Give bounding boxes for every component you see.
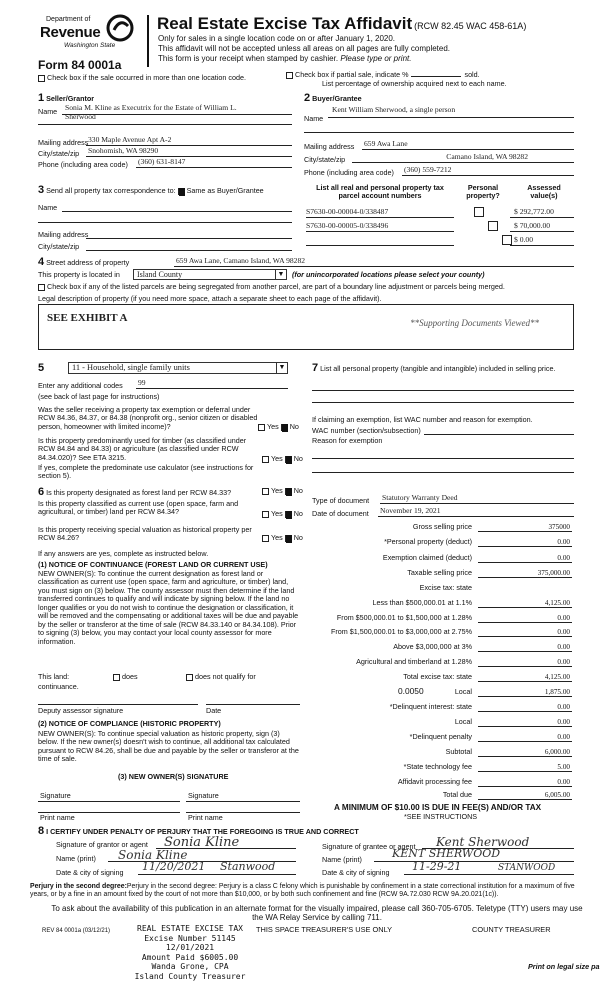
doc-type[interactable]: Statutory Warranty Deed — [380, 494, 574, 504]
tax-row — [312, 688, 572, 698]
tax-row — [312, 718, 572, 728]
assessed-2[interactable]: $ 70,000.00 — [510, 222, 574, 232]
docs-viewed: **Supporting Documents Viewed** — [410, 318, 539, 328]
personal-box-1[interactable] — [474, 207, 484, 217]
land-use-value: 11 - Household, single family units — [72, 363, 190, 372]
parcel-1[interactable]: S7630-00-00004-0/338487 — [306, 208, 454, 218]
doc-date-lbl: Date of document — [312, 509, 369, 518]
s7-wac: If claiming an exemption, list WAC number and reason for exemption. — [312, 415, 533, 424]
grantee-sig-lbl: Signature of grantee or agent — [322, 842, 416, 851]
county-dropdown-icon[interactable]: ▼ — [275, 270, 286, 279]
tax-row-label: Exemption claimed (deduct) — [382, 553, 472, 562]
stamp-line-4: Amount Paid $6005.00 — [141, 952, 239, 962]
s6-does — [113, 673, 138, 681]
stamp-line-2: Excise Number 51145 — [144, 933, 236, 943]
tax-row-value[interactable]: 4,125.00 — [478, 599, 572, 608]
partial-sale-box[interactable] — [286, 72, 293, 79]
s7-reason-line1[interactable] — [312, 458, 574, 459]
s6-q1-yn — [262, 487, 303, 495]
tax-row-value[interactable]: 0.00 — [478, 554, 572, 563]
partial-sale-label: Check box if partial sale, indicate % — [295, 70, 409, 79]
tax-row — [312, 584, 572, 594]
tax-row — [312, 538, 572, 548]
s3-name-lbl: Name — [38, 203, 58, 212]
s5-num: 5 — [38, 362, 45, 374]
see-back: (see back of last page for instructions) — [38, 392, 160, 401]
parcel-header: List all real and personal property tax parcel account numbers — [316, 183, 444, 201]
s3-city-lbl: City/state/zip — [38, 242, 80, 251]
tax-row-label: Subtotal — [445, 747, 472, 756]
tax-row-label: *Personal property (deduct) — [384, 537, 472, 546]
s6-notq — [186, 673, 256, 681]
s6-c3t: (3) NEW OWNER(S) SIGNATURE — [118, 772, 229, 781]
treasurer-stamp — [124, 924, 256, 982]
tax-row — [312, 658, 572, 668]
perjury-text: Perjury in the second degree: Perjury is a class C felony which is punishable by confinement in a state correctional institution for a maximum of five years, or by a fine in an amount fixed by the court of not more than $10,000, or by both such confinement and fine (RCW 9A.72.030 RCW 9A.20.021(1c)). — [30, 883, 575, 899]
s2-city[interactable]: Camano Island, WA 98282 — [352, 153, 574, 163]
rev-number: REV 84 0001a (03/12/21) — [42, 928, 111, 934]
tax-row-label: From $500,000.01 to $1,500,000 at 1.28% — [336, 613, 472, 622]
s6-land: This land: — [38, 672, 70, 681]
deputy-date-line[interactable] — [206, 704, 300, 705]
doc-type-lbl: Type of document — [312, 496, 370, 505]
tax-row-value[interactable]: 375,000.00 — [478, 569, 572, 578]
deputy-sig-line[interactable] — [38, 704, 198, 705]
print-legal: Print on legal size pa — [528, 962, 600, 971]
grantee-name-lbl: Name (print) — [322, 855, 362, 864]
s4-num: 4 — [38, 256, 45, 268]
tax-row-value[interactable]: 375000 — [478, 523, 572, 532]
s7-line1[interactable] — [312, 390, 574, 391]
form-title — [157, 14, 526, 34]
tax-row — [312, 643, 572, 653]
header-line3-b: Please type or print. — [340, 54, 412, 63]
s6-c1: NEW OWNER(S): To continue the current designation as forest land or classification as current use (open space, farm and agriculture, or timber) land, you must sign on (3) below. The county assessor must then determine if the land transferred continues to qualify and will indicate by signing below. If the land no longer qualifies or you do not wish to continue the designation or classification, it will be removed and the compensating or additional taxes will be due and payable by the seller or transferor at the time of sale (RCW 84.33.140 or 84.34.108). Prior to signing (3) below, you may contact your local county assessor for more information. — [38, 569, 299, 646]
dept-of: Department of — [46, 16, 91, 23]
s5-q1-no-box[interactable] — [281, 424, 288, 431]
tax-row-label: *Delinquent interest: state — [389, 702, 472, 711]
property-address[interactable]: 659 Awa Lane, Camano Island, WA 98282 — [174, 257, 574, 267]
s5-q2-yes-box[interactable] — [262, 456, 269, 463]
tax-row-label: *Delinquent penalty — [409, 732, 472, 741]
tax-row-value[interactable]: 0.00 — [478, 703, 572, 712]
stamp-line-3: 12/01/2021 — [165, 943, 215, 953]
s6-q1-no-box[interactable] — [285, 488, 292, 495]
grantee-date-lbl: Date & city of signing — [322, 868, 390, 877]
parcel-2[interactable]: S7630-00-00005-0/338496 — [306, 222, 454, 232]
header-divider — [147, 15, 149, 67]
header-line3-a: This form is your receipt when stamped by cashier. — [158, 54, 339, 63]
s2-name[interactable]: Kent William Sherwood, a single person — [328, 106, 574, 118]
tax-row — [312, 554, 572, 564]
s6-q3-yes-box[interactable] — [262, 535, 269, 542]
sig-line-1[interactable] — [38, 801, 180, 802]
tax-row-value[interactable]: 6,000.00 — [478, 748, 572, 757]
additional-codes[interactable]: 99 — [136, 379, 288, 389]
tax-row — [312, 599, 572, 609]
s7-num: 7 — [312, 362, 319, 374]
s1-name[interactable]: Sonia M. Kline as Executrix for the Estate of William L. — [65, 103, 237, 112]
s6-q3-yn — [262, 534, 303, 542]
legal-desc-box[interactable] — [38, 304, 574, 350]
s7-line2[interactable] — [312, 402, 574, 403]
s3-mail-lbl: Mailing address — [38, 230, 89, 239]
grantor-sig-lbl: Signature of grantor or agent — [56, 840, 148, 849]
minimum-due: A MINIMUM OF $10.00 IS DUE IN FEE(S) AND/OR TAX — [334, 803, 542, 812]
tax-row-label: Taxable selling price — [407, 568, 472, 577]
personal-box-2[interactable] — [488, 221, 498, 231]
tax-row-label: Total excise tax: state — [403, 672, 472, 681]
tax-row-label: Less than $500,000.01 at 1.1% — [372, 598, 472, 607]
s7-reason: Reason for exemption — [312, 436, 383, 445]
tax-row-label: Total due — [442, 790, 472, 799]
grantee-date-line[interactable] — [404, 861, 574, 875]
doc-date[interactable]: November 19, 2021 — [378, 507, 574, 517]
s5-q1-yn — [258, 423, 299, 431]
s1-name-line — [62, 114, 292, 115]
tax-row — [312, 523, 572, 533]
tax-row-value[interactable]: 0.00 — [478, 538, 572, 547]
section2-title — [304, 92, 362, 105]
grantor-date: 11/20/2021 — [142, 860, 206, 873]
grantor-date-lbl: Date & city of signing — [56, 868, 124, 877]
form-cite: (RCW 82.45 WAC 458-61A) — [414, 21, 527, 31]
does-label: does — [122, 672, 138, 681]
tax-row-value[interactable]: 5.00 — [478, 763, 572, 772]
s5-q2-no-box[interactable] — [285, 456, 292, 463]
s6-q1: Is this property designated as forest land per RCW 84.33? — [46, 488, 232, 497]
s6-q1-no: No — [293, 486, 303, 495]
tax-row — [312, 703, 572, 713]
s2-mail[interactable]: 659 Awa Lane — [362, 140, 574, 150]
multi-location-label: Check box if the sale occurred in more than one location code. — [47, 73, 246, 82]
pct-note: List percentage of ownership acquired next to each name. — [322, 79, 507, 88]
s6-cont: continuance. — [38, 682, 79, 691]
county-treasurer: COUNTY TREASURER — [472, 925, 551, 934]
s7-wacn: WAC number (section/subsection) — [312, 426, 421, 435]
tax-row-label: Above $3,000,000 at 3% — [393, 642, 472, 651]
tax-row — [312, 778, 572, 788]
s1-city[interactable]: Snohomish, WA 98290 — [86, 147, 292, 157]
s3-num: 3 — [38, 184, 45, 196]
s6-q1-yes-box[interactable] — [262, 488, 269, 495]
grantee-name[interactable]: KENT SHERWOOD — [374, 848, 574, 862]
s8-num: 8 — [38, 825, 45, 837]
tax-row-label: Gross selling price — [412, 522, 472, 531]
s6-c1t: (1) NOTICE OF CONTINUANCE (FOREST LAND OR CURRENT USE) — [38, 560, 268, 569]
s5-q2-yes: Yes — [271, 454, 283, 463]
s6-if: If any answers are yes, complete as instructed below. — [38, 549, 209, 558]
s5-q2: Is this property predominantly used for timber (as classified under RCW 84.84 and 84.33) or agriculture (as classified under RCW 84.34.020)? See ETA 3215. — [38, 436, 247, 462]
grantor-name-lbl: Name (print) — [56, 854, 96, 863]
tax-row — [312, 614, 572, 624]
s6-q2-no-box[interactable] — [285, 511, 292, 518]
grantor-city: Stanwood — [220, 860, 276, 873]
tax-row-value[interactable]: 6,005.00 — [478, 791, 572, 800]
form-number: Form 84 0001a — [38, 58, 122, 72]
s5-q2-no: No — [293, 454, 303, 463]
s4-loc-note: (for unincorporated locations please select your county) — [292, 270, 485, 279]
s1-city-lbl: City/state/zip — [38, 149, 80, 158]
form-title-text: Real Estate Excise Tax Affidavit — [157, 14, 413, 33]
alt-format: To ask about the availability of this publication in an alternate format for the visually impaired, please call 360-705-6705. Teletype (TTY) users may use the WA Relay Service by calling 711. — [51, 904, 583, 923]
perjury-bold: Perjury in the second degree: — [30, 883, 127, 890]
multi-location-check[interactable] — [38, 74, 246, 82]
deputy-date-lbl: Date — [206, 706, 222, 715]
sig-lbl-1: Signature — [40, 791, 71, 800]
s1-mail-lbl: Mailing address — [38, 138, 89, 147]
s1-num: 1 — [38, 92, 45, 104]
county-select[interactable] — [133, 269, 287, 280]
s3-text: Send all property tax correspondence to: — [46, 186, 176, 195]
assessed-3[interactable]: $ 0.00 — [510, 236, 574, 246]
s3-mail-line — [86, 238, 292, 239]
multi-location-box[interactable] — [38, 75, 45, 82]
tax-row — [312, 733, 572, 743]
s6-q2: Is this property classified as current use (open space, farm and agricultural, or timber) land per RCW 84.34? — [38, 499, 239, 517]
treasurer-space: THIS SPACE TREASURER'S USE ONLY — [256, 925, 393, 934]
parcel-3[interactable] — [306, 236, 454, 246]
partial-pct-field[interactable] — [411, 70, 461, 77]
same-as-buyer-label: Same as Buyer/Grantee — [186, 186, 264, 195]
s5-q1-yes-box[interactable] — [258, 424, 265, 431]
s7-reason-line2[interactable] — [312, 472, 574, 473]
tax-row-label: Local — [454, 687, 472, 696]
s6-q3: Is this property receiving special valuation as historical property per RCW 84.26? — [38, 525, 252, 543]
dor-logo — [40, 12, 140, 56]
s5-q1: Was the seller receiving a property tax exemption or deferral under RCW 84.36, 84.37, or 84.38 (nonprofit org., senior citizen or disabled person, homeowner with limited income)? — [38, 405, 258, 431]
grantee-date: 11-29-21 — [412, 860, 462, 873]
tax-row-label: Affidavit processing fee — [397, 777, 472, 786]
s2-mail-lbl: Mailing address — [304, 142, 355, 151]
s5-q1-yes: Yes — [267, 422, 279, 431]
tax-row-value[interactable]: 1,875.00 — [478, 688, 572, 697]
stamp-line-1: REAL ESTATE EXCISE TAX — [137, 924, 243, 933]
s6-c2: NEW OWNER(S): To continue special valuation as historic property, sign (3) below. If the new owner(s) doesn't wish to continue, all additional tax calculated pursuant to RCW 84.26, shall be due and payable by the seller or transferor at the time of sale. — [38, 729, 299, 764]
s1-phone-lbl: Phone (including area code) — [38, 160, 128, 169]
header-line2: This affidavit will not be accepted unless all areas on all pages are fully completed. — [158, 44, 451, 53]
s1-name-line2 — [38, 124, 292, 125]
tax-row-value[interactable]: 0.00 — [478, 614, 572, 623]
s2-phone[interactable]: (360) 559-7212 — [402, 166, 574, 176]
tax-row — [312, 763, 572, 773]
s1-name2[interactable]: Sherwood — [65, 112, 96, 121]
s2-phone-lbl: Phone (including area code) — [304, 168, 394, 177]
section3-title — [38, 184, 264, 197]
s3-name-line — [62, 211, 292, 212]
exhibit-a: SEE EXHIBIT A — [47, 312, 128, 324]
does-box[interactable] — [113, 674, 120, 681]
tax-row — [312, 791, 572, 801]
tax-row-value[interactable]: 0.00 — [478, 718, 572, 727]
grantor-name[interactable]: Sonia Kline — [108, 848, 296, 862]
print-lbl-2: Print name — [188, 813, 223, 822]
grantee-city: STANWOOD — [498, 863, 556, 873]
s5-q1-no: No — [289, 422, 299, 431]
header-line3 — [158, 54, 411, 63]
s5-q2-yn — [262, 455, 303, 463]
deputy-lbl: Deputy assessor signature — [38, 706, 124, 715]
s4-lbl: Street address of property — [46, 258, 130, 267]
certify: I CERTIFY UNDER PENALTY OF PERJURY THAT THE FOREGOING IS TRUE AND CORRECT — [46, 827, 359, 836]
tax-row-value[interactable]: 0.00 — [478, 658, 572, 667]
tax-row — [312, 569, 572, 579]
print-lbl-1: Print name — [40, 813, 75, 822]
header-line1: Only for sales in a single location code on or after January 1, 2020. — [158, 34, 396, 43]
tax-row-label: Excise tax: state — [419, 583, 472, 592]
perjury-notice — [30, 883, 594, 899]
s6-q2-yn — [262, 510, 303, 518]
grantee-signature[interactable]: Kent Sherwood — [422, 835, 574, 849]
s1-phone[interactable]: (360) 631-8147 — [136, 158, 292, 168]
tax-row — [312, 628, 572, 638]
land-use-dropdown-icon[interactable]: ▼ — [276, 363, 287, 373]
codes-lbl: Enter any additional codes — [38, 381, 123, 390]
tax-row-label: Agricultural and timberland at 1.28% — [356, 657, 472, 666]
tax-row — [312, 673, 572, 683]
county-select-value: Island County — [137, 270, 183, 279]
personal-header: Personal property? — [466, 183, 500, 201]
s3-city-line — [86, 250, 292, 251]
s5-q2b: If yes, complete the predominate use calculator (see instructions for section 5). — [38, 463, 254, 481]
stamp-line-6: Island County Treasurer — [134, 971, 246, 981]
stamp-line-5: Wanda Grone, CPA — [151, 962, 229, 972]
tax-row-value[interactable]: 4,125.00 — [478, 673, 572, 682]
grantor-date-line[interactable] — [138, 861, 296, 875]
tax-row-value[interactable]: 0.00 — [478, 643, 572, 652]
tax-row-label: From $1,500,000.01 to $3,000,000 at 2.75% — [330, 627, 472, 636]
s2-city-lbl: City/state/zip — [304, 155, 346, 164]
s7-wacn-line[interactable] — [424, 434, 574, 435]
s3-name-line2 — [38, 222, 292, 223]
local-rate: 0.0050 — [398, 686, 424, 696]
see-instructions: *SEE INSTRUCTIONS — [404, 812, 478, 821]
tax-row-value[interactable]: 0.00 — [478, 733, 572, 742]
s2-title: Buyer/Grantee — [312, 94, 362, 103]
s7-text: List all personal property (tangible and intangible) included in selling price. — [320, 364, 556, 373]
s6-num: 6 — [38, 486, 45, 498]
partial-sold: sold. — [464, 70, 480, 79]
s1-title: Seller/Grantor — [46, 94, 95, 103]
sig-lbl-2: Signature — [188, 791, 219, 800]
s6-q3-no-box[interactable] — [285, 535, 292, 542]
s2-name-lbl: Name — [304, 114, 324, 123]
s6-q2-no: No — [293, 509, 303, 518]
s1-name-lbl: Name — [38, 107, 58, 116]
section4 — [38, 256, 129, 269]
s2-name-line2 — [304, 132, 574, 133]
tax-row-label: Local — [454, 717, 472, 726]
s2-num: 2 — [304, 92, 311, 104]
s6-q1-yes: Yes — [271, 486, 283, 495]
s1-mail[interactable]: 330 Maple Avenue Apt A-2 — [86, 136, 292, 146]
dept-revenue: Revenue — [40, 24, 101, 41]
s6-q3-yes: Yes — [271, 533, 283, 542]
s6-q2-yes-box[interactable] — [262, 511, 269, 518]
grantor-signature[interactable]: Sonia Kline — [156, 835, 296, 849]
not-qualify-label: does not qualify for — [195, 672, 256, 681]
dept-state: Washington State — [64, 42, 116, 49]
tax-row-value[interactable]: 0.00 — [478, 778, 572, 787]
s6-q3-no: No — [293, 533, 303, 542]
segregated-box[interactable] — [38, 284, 45, 291]
revenue-swirl-icon — [106, 14, 134, 42]
s6-c2t: (2) NOTICE OF COMPLIANCE (HISTORIC PROPERTY) — [38, 719, 221, 728]
same-as-buyer-box[interactable] — [178, 188, 185, 195]
legal-desc-lbl: Legal description of property (if you need more space, attach a separate sheet to each page of the affidavit). — [38, 294, 382, 303]
s6-q2-yes: Yes — [271, 509, 283, 518]
tax-row-value[interactable]: 0.00 — [478, 628, 572, 637]
not-qualify-box[interactable] — [186, 674, 193, 681]
land-use-select[interactable] — [68, 362, 288, 374]
s6-q1-row — [38, 486, 231, 499]
s4-loc-lbl: This property is located in — [38, 270, 120, 279]
sig-line-2[interactable] — [186, 801, 300, 802]
tax-row-label: *State technology fee — [403, 762, 472, 771]
assessed-1[interactable]: $ 292,772.00 — [510, 208, 574, 218]
tax-row — [312, 748, 572, 758]
assessed-header: Assessed value(s) — [527, 183, 561, 201]
section7 — [312, 362, 574, 375]
segregated-check[interactable] — [38, 283, 505, 291]
segregated-label: Check box if any of the listed parcels are being segregated from another parcel, are part of a boundary line adjustment or parcels being merged. — [47, 282, 505, 291]
